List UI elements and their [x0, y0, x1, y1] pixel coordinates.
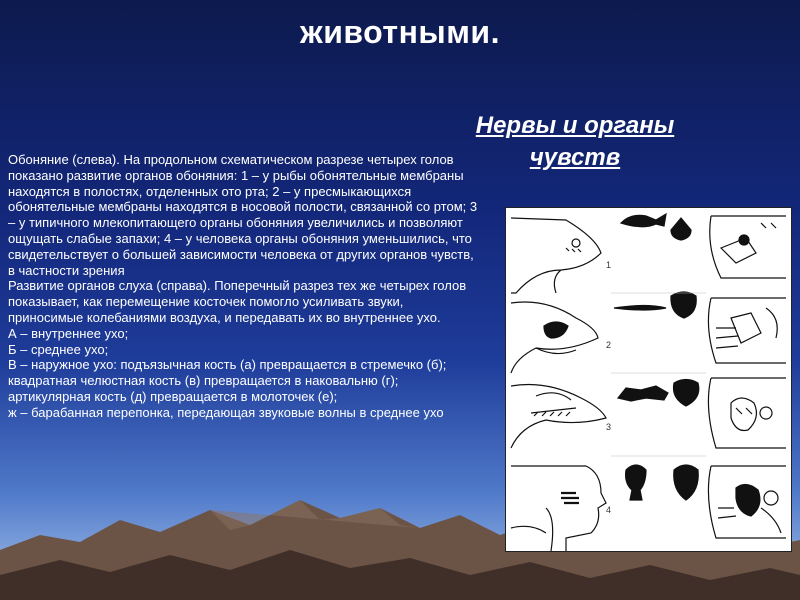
human-front-view: [674, 465, 699, 500]
row-number-4: 4: [606, 505, 612, 515]
fish-front-view: [671, 218, 691, 240]
reptile-front-view: [671, 292, 696, 318]
reptile-head-section: [511, 302, 598, 373]
mammal-head-section: [511, 385, 606, 449]
diagram-drawing: [506, 208, 791, 551]
human-profile-silhouette: [626, 465, 646, 500]
slide-title: животными.: [300, 14, 500, 50]
legend-middle-ear: Б – среднее ухо;: [8, 341, 109, 357]
fish-silhouette: [621, 214, 666, 227]
reptile-ear-section: [708, 298, 786, 363]
previous-title-line-cut: [120, 0, 680, 2]
reptile-silhouette: [614, 306, 666, 311]
row-number-3: 3: [606, 422, 612, 432]
hearing-paragraph: Развитие органов слуха (справа). Поперечный разрез тех же четырех голов показывает, как перемещение косточек помогло усиливать звуки, приносимые колебаниями воздуха, и передавать их во внутреннее ухо.: [8, 278, 467, 325]
mammal-silhouette: [618, 386, 668, 401]
human-ear-section: [708, 466, 786, 538]
body-text: [8, 152, 478, 421]
evolution-diagram: [505, 207, 792, 552]
mammal-front-view: [674, 380, 699, 407]
slide-subtitle: Нервы и органы чувств: [475, 112, 675, 171]
olfaction-paragraph: Обоняние (слева). На продольном схематическом разрезе четырех голов показано развитие органов обоняния: 1 – у рыбы обонятельные мембраны находятся в полостях, отделенных ото рта; 2 – у пресмыкающихся обонятельные мембраны находятся в носовой полости, связанной со ртом; 3 – у типичного млекопитающего органы обоняния увеличились и позволяют ощущать слабые запахи; 4 – у человека органы обоняния уменьшились, что свидетельствует о большей зависимости человека от других органов чувств, в частности зрения: [8, 152, 478, 278]
human-head-section: [511, 466, 606, 551]
legend-eardrum: ж – барабанная перепонка, передающая звуковые волны в среднее ухо: [8, 404, 444, 420]
row-number-2: 2: [606, 340, 612, 350]
legend-inner-ear: А – внутреннее ухо;: [8, 325, 129, 341]
fish-ear-section: [710, 216, 786, 278]
mammal-ear-section: [708, 378, 786, 448]
row-number-1: 1: [606, 260, 612, 270]
fish-head-section: [511, 218, 601, 293]
legend-outer-ear: В – наружное ухо: подъязычная кость (а) превращается в стремечко (б); квадратная челюстная кость (в) превращается в наковальню (г); артикулярная кость (д) превращается в молоточек (е);: [8, 357, 447, 404]
